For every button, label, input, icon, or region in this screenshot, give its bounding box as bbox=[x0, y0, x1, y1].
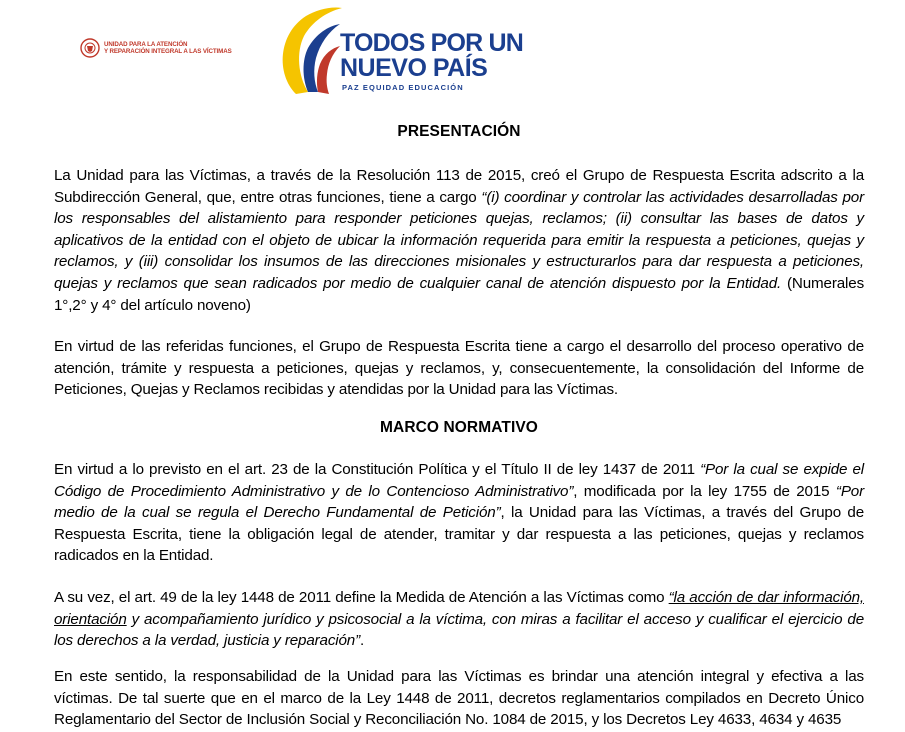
coat-of-arms-icon bbox=[80, 38, 100, 58]
marco-normativo-heading: MARCO NORMATIVO bbox=[380, 419, 538, 436]
p3-quote-1: “Por la cual se expide el Código de Procedimiento Administrativo y de lo Contencioso Administrativo” bbox=[54, 461, 864, 500]
presentacion-paragraph-2: En virtud de las referidas funciones, el Grupo de Respuesta Escrita tiene a cargo el desarrollo del proceso operativo de atención, trámite y respuesta a peticiones, quejas y reclamos, y, consecuentemente, la consolidación del Informe de Peticiones, Quejas y Reclamos recibidas y atendidas por la Unidad para las Víctimas. bbox=[54, 338, 864, 399]
right-logo-line1: TODOS POR UN bbox=[340, 29, 524, 57]
right-logo-tagline: PAZ EQUIDAD EDUCACIÓN bbox=[342, 83, 464, 92]
marco-paragraph-1 bbox=[54, 459, 864, 567]
presentacion-heading: PRESENTACIÓN bbox=[397, 123, 521, 140]
p4-quote-rest: y acompañamiento jurídico y psicosocial a la víctima, con miras a facilitar el acceso y cualificar el ejercicio de los derechos a la verdad, justicia y reparación” bbox=[54, 610, 864, 650]
p1-text-c: (Numerales 1°,2° y 4° del artículo noveno) bbox=[54, 274, 865, 314]
p3-text-c: , modificada por la ley 1755 de 2015 bbox=[573, 482, 836, 500]
presentacion-paragraph-1 bbox=[54, 165, 864, 316]
marco-paragraph-3: En este sentido, la responsabilidad de la Unidad para las Víctimas es brindar una atención integral y efectiva a las víctimas. De tal suerte que en el marco de la Ley 1448 de 2011, decretos reglamentarios compilados en Decreto Único Reglamentario del Sector de Inclusión Social y Reconciliación No. 1084 de 2015, y los Decretos Ley 4633, 4634 y 4635 bbox=[54, 668, 864, 729]
todos-por-un-nuevo-pais-logo bbox=[276, 4, 524, 96]
p4-text-d: . bbox=[360, 632, 365, 650]
p4-text-a: A su vez, el art. 49 de la ley 1448 de 2011 define la Medida de Atención a las Víctimas como bbox=[54, 589, 669, 606]
p3-text-a: En virtud a lo previsto en el art. 23 de la Constitución Política y el Título II de ley 1437 de 2011 bbox=[54, 461, 701, 478]
unidad-victimas-logo bbox=[80, 38, 232, 58]
flag-swoosh-icon bbox=[276, 4, 346, 96]
p1-quote: “(i) coordinar y controlar las actividades desarrolladas por los responsables del alistamiento para responder peticiones quejas, reclamos; (ii) consultar las bases de datos y aplicativos de la entidad con el objeto de ubicar la información requerida para emitir la respuesta a peticiones, quejas y reclamos, y (iii) consolidar los insumos de las direcciones misionales y estructurarlos para dar respuesta a peticiones, quejas y reclamos que sean radicados por medio de cualquier canal de atención dispuesto por la Entidad. bbox=[54, 188, 865, 292]
right-logo-line2: NUEVO PAÍS bbox=[340, 54, 488, 82]
p1-text-a: La Unidad para las Víctimas, a través de la Resolución 113 de 2015, creó el Grupo de Respuesta Escrita adscrito a la Subdirección General, que, entre otras funciones, tiene a cargo bbox=[54, 167, 864, 206]
left-logo-line2: Y REPARACIÓN INTEGRAL A LAS VÍCTIMAS bbox=[104, 48, 232, 55]
p3-quote-2: “Por medio de la cual se regula el Derecho Fundamental de Petición” bbox=[54, 482, 864, 522]
p3-text-e: , la Unidad para las Víctimas, a través del Grupo de Respuesta Escrita, tiene la obligación legal de atender, tramitar y dar respuesta a las peticiones, quejas y reclamos radicados en la Entidad. bbox=[54, 504, 865, 565]
p4-underlined-quote: “la acción de dar información, orientación bbox=[54, 589, 864, 628]
left-logo-line1: UNIDAD PARA LA ATENCIÓN bbox=[104, 41, 188, 48]
marco-paragraph-2 bbox=[54, 587, 864, 652]
